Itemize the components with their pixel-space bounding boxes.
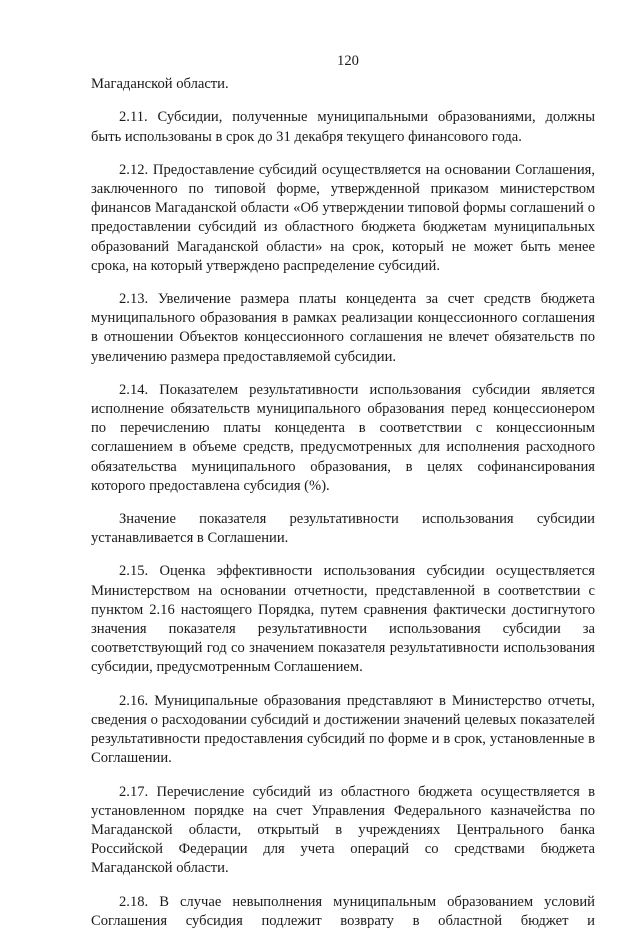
paragraph-2-11: 2.11. Субсидии, полученные муниципальными образованиями, должны быть использованы в срок до 31 декабря текущего финансового года. xyxy=(91,109,595,145)
paragraph-continuation: Магаданской области. xyxy=(91,76,229,93)
document-page xyxy=(91,52,595,931)
paragraph-2-12: 2.12. Предоставление субсидий осуществляется на основании Соглашения, заключенного по типовой форме, утвержденной приказом министерством финансов Магаданской области «Об утверждении типовой формы соглашений о предоставлении субсидий из областного бюджета бюджетам муниципальных образований Магаданской области» на срок, который не может быть менее срока, на который утверждено распределение субсидий. xyxy=(91,161,595,274)
paragraph-indicator-value: Значение показателя результативности использования субсидии устанавливается в Соглашении. xyxy=(91,511,595,547)
paragraph-2-17: 2.17. Перечисление субсидий из областного бюджета осуществляется в установленном порядке на счет Управления Федерального казначейства по Магаданской области, открытый в учреждениях Центрального банка Российской Федерации для учета операций со средствами бюджета Магаданской области. xyxy=(91,783,595,877)
paragraph-2-15: 2.15. Оценка эффективности использования субсидии осуществляется Министерством на основании отчетности, представленной в соответствии с пунктом 2.16 настоящего Порядка, путем сравнения фактически достигнутого значения показателя результативности использования субсидии за соответствующий год со значением показателя результативности использования субсидии, предусмотренным Соглашением. xyxy=(91,563,595,676)
paragraph-2-16: 2.16. Муниципальные образования представляют в Министерство отчеты, сведения о расходовании субсидий и достижении значений целевых показателей результативности предоставления субсидий по форме и в срок, установленные в Соглашении. xyxy=(91,692,595,767)
page-number: 120 xyxy=(337,53,359,69)
paragraph-2-18: 2.18. В случае невыполнения муниципальным образованием условий Соглашения субсидия подлежит возврату в областной бюджет и xyxy=(91,893,595,929)
paragraph-2-14: 2.14. Показателем результативности использования субсидии является исполнение обязательств муниципального образования перед концессионером по перечислению платы концедента в соответствии с концессионным соглашением в объеме средств, предусмотренных для исполнения расходного обязательства муниципального образования, в целях софинансирования которого предоставлена субсидия (%). xyxy=(91,381,595,494)
paragraph-2-13: 2.13. Увеличение размера платы концедента за счет средств бюджета муниципального образования в рамках реализации концессионного соглашения в отношении Объектов концессионного соглашения не влечет обязательств по увеличению размера предоставляемой субсидии. xyxy=(91,291,595,365)
